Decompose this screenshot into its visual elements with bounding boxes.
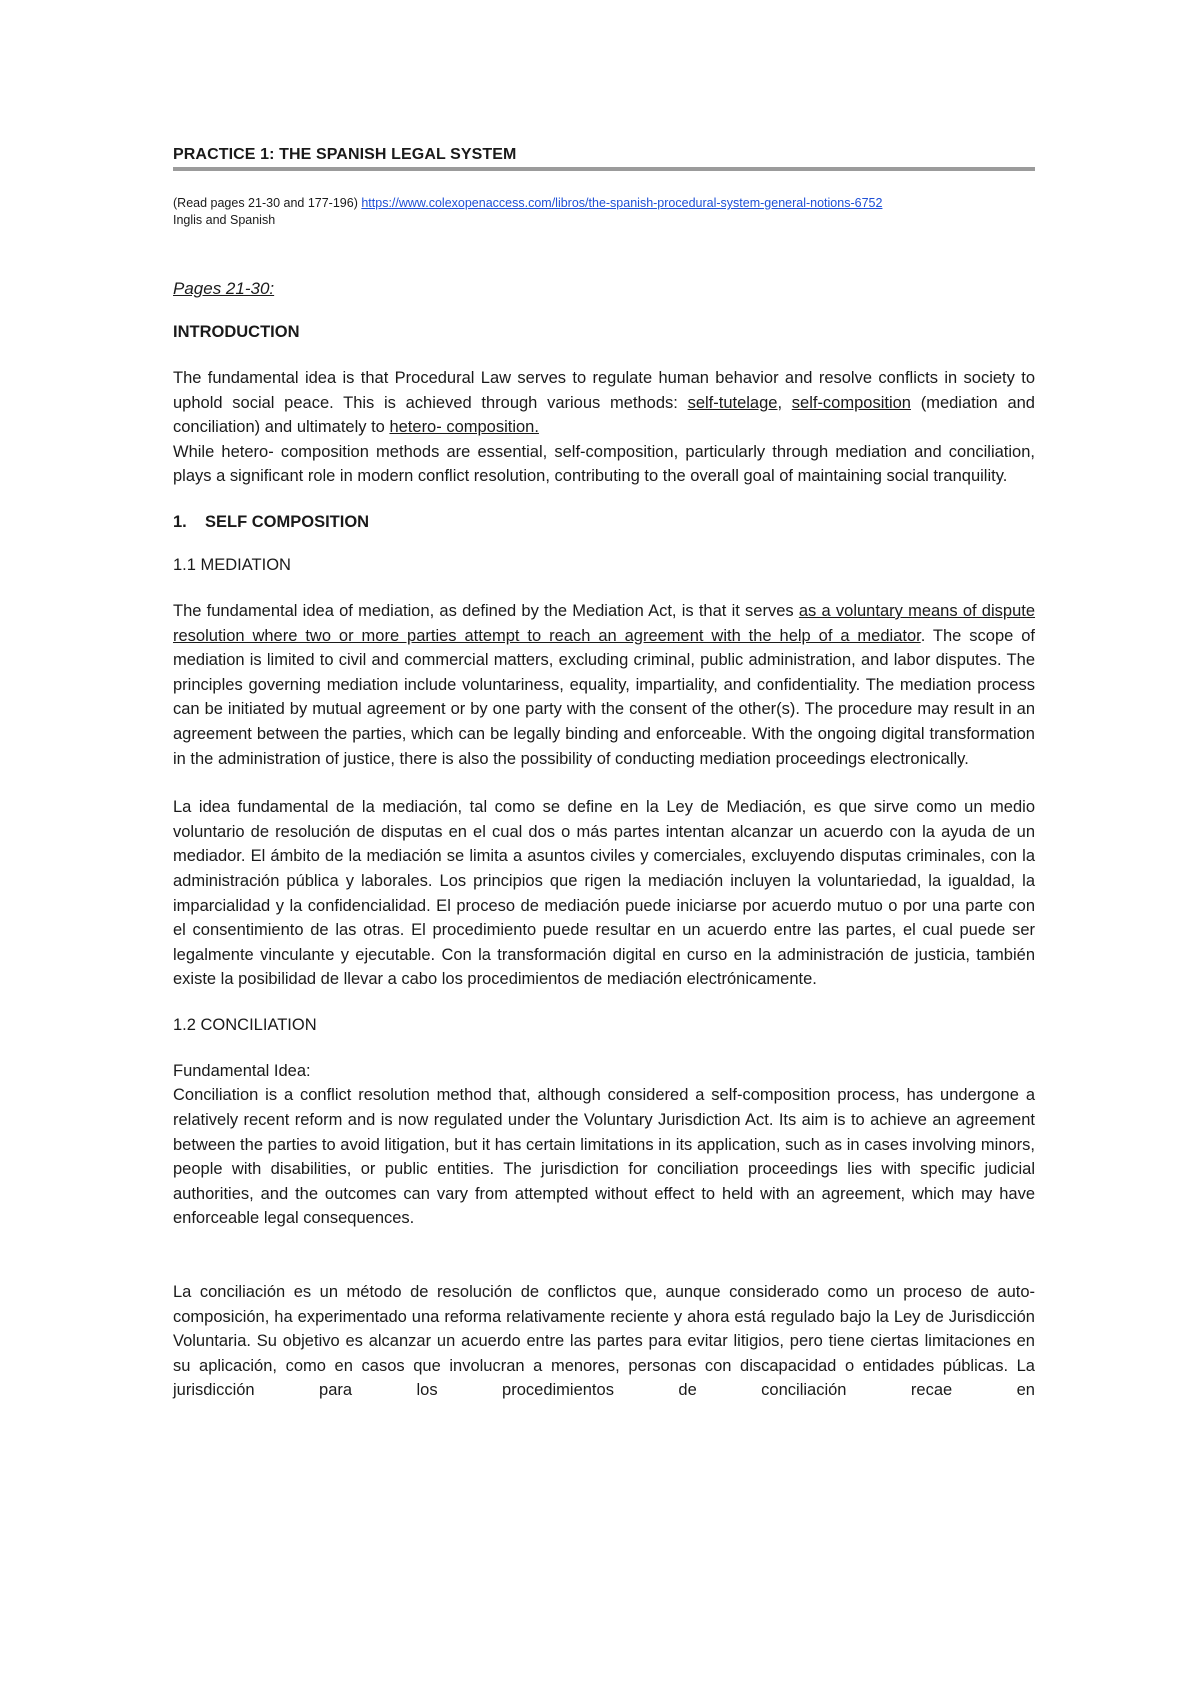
section-1-title: SELF COMPOSITION [205,512,370,531]
mediation-paragraph-es: La idea fundamental de la mediación, tal como se define en la Ley de Mediación, es que sirve como un medio voluntario de resolución de disputas en el cual dos o más partes intentan alcanzar un acuerdo con la ayuda de un mediador. El ámbito de la mediación se limita a asuntos civiles y comerciales, excluyendo disputas criminales, con la administración pública y laborales. Los principios que rigen la mediación incluyen la voluntariedad, la igualdad, la imparcialidad y la confidencialidad. El proceso de mediación puede iniciarse por acuerdo mutuo o por una parte con el consentimiento de las otras. El procedimiento puede resultar en un acuerdo entre las partes, el cual puede ser legalmente vinculante y ejecutable. Con la transformación digital en curso en la administración de justicia, también existe la posibilidad de llevar a cabo los procedimientos de mediación electrónicamente. [173,798,1035,989]
introduction-paragraph-1: The fundamental idea is that Procedural Law serves to regulate human behavior and resolve conflicts in society to uphold social peace. This is achieved through various methods: self-tutelage, self-composition (mediation and conciliation) and ultimately to hetero- composition. [173,369,1035,437]
conciliation-label: Fundamental Idea: [173,1061,311,1080]
source-link[interactable]: https://www.colexopenaccess.com/libros/the-spanish-procedural-system-general-notions-6752 [361,196,883,210]
conciliation-heading: 1.2 CONCILIATION [173,1015,317,1034]
section-1-number: 1. [173,512,187,531]
read-note: (Read pages 21-30 and 177-196) [173,196,358,210]
reading-reference [173,195,1035,229]
mediation-paragraph-en: The fundamental idea of mediation, as defined by the Mediation Act, is that it serves as a voluntary means of dispute resolution where two or more parties attempt to reach an agreement with the help of a mediator. The scope of mediation is limited to civil and commercial matters, excluding criminal, public administration, and labor disputes. The principles governing mediation include voluntariness, equality, impartiality, and confidentiality. The mediation process can be initiated by mutual agreement or by one party with the consent of the other(s). The procedure may result in an agreement between the parties, which can be legally binding and enforceable. With the ongoing digital transformation in the administration of justice, there is also the possibility of conducting mediation proceedings electronically. [173,601,1036,768]
languages-note: Inglis and Spanish [173,213,276,227]
introduction-paragraph-2: While hetero- composition methods are essential, self-composition, particularly through mediation and conciliation, plays a significant role in modern conflict resolution, contributing to the overall goal of maintaining social tranquility. [173,442,1035,486]
introduction-heading: INTRODUCTION [173,323,300,341]
conciliation-paragraph-es: La conciliación es un método de resolución de conflictos que, aunque considerado como un proceso de auto-composición, ha experimentado una reforma relativamente reciente y ahora está regulado bajo la Ley de Jurisdicción Voluntaria. Su objetivo es alcanzar un acuerdo entre las partes para evitar litigios, pero tiene ciertas limitaciones en su aplicación, como en casos que involucran a menores, personas con discapacidad o entidades públicas. La jurisdicción para los procedimientos de conciliación recae en [173,1283,1035,1400]
mediation-heading: 1.1 MEDIATION [173,555,291,574]
document-title: PRACTICE 1: THE SPANISH LEGAL SYSTEM [173,146,1035,171]
pages-heading: Pages 21-30: [173,279,275,298]
conciliation-paragraph-en: Conciliation is a conflict resolution method that, although considered a self-composition process, has undergone a relatively recent reform and is now regulated under the Voluntary Jurisdiction Act. Its aim is to achieve an agreement between the parties to avoid litigation, but it has certain limitations in its application, such as in cases involving minors, people with disabilities, or public entities. The jurisdiction for conciliation proceedings lies with specific judicial authorities, and the outcomes can vary from attempted without effect to held with an agreement, which may have enforceable legal consequences. [173,1086,1035,1228]
section-1-heading [173,513,1035,532]
document-page [173,146,1035,1403]
